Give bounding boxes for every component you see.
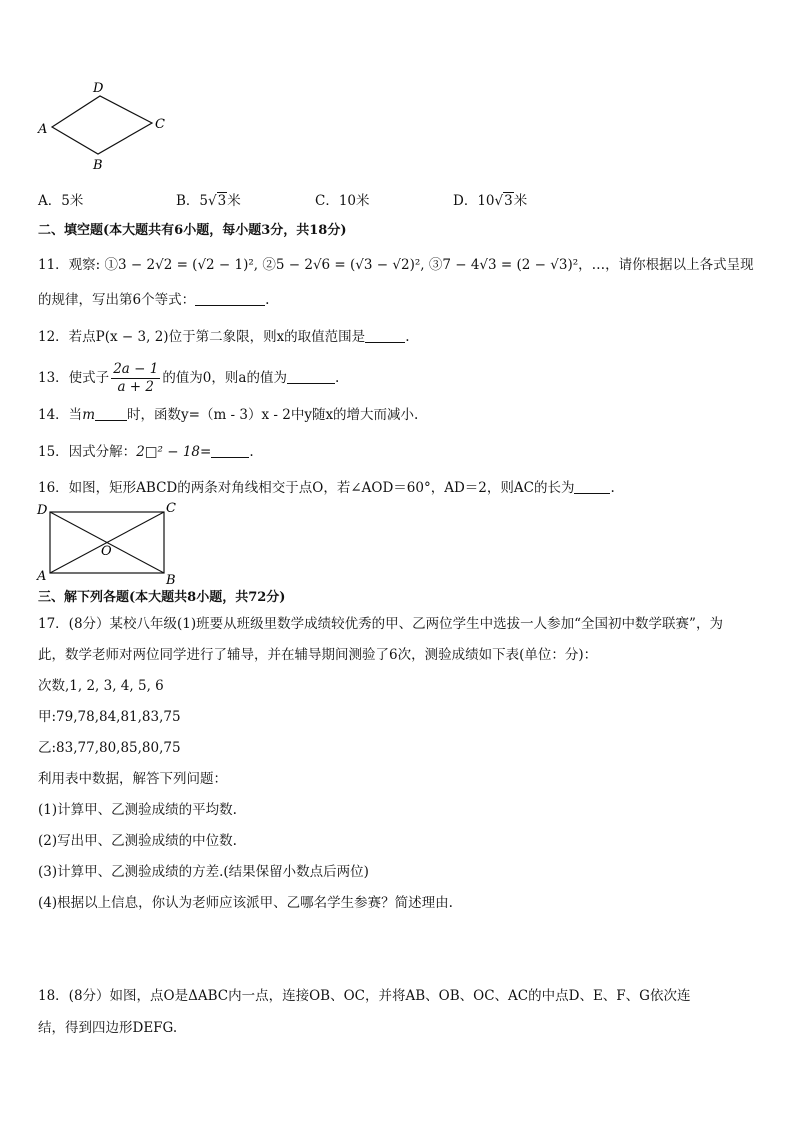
rect-label-d: D: [37, 503, 48, 518]
rect-label-a: A: [37, 569, 47, 584]
q16-line: [38, 479, 758, 497]
choice-d: D．10√3米: [453, 193, 528, 209]
rhombus-shape: [52, 96, 152, 154]
q13-end: .: [334, 370, 340, 386]
q17-intro: 利用表中数据，解答下列问题：: [38, 771, 227, 787]
q14-prompt: 14．当: [38, 407, 83, 423]
q14-variable: m: [82, 407, 95, 423]
q12-answer-blank[interactable]: [365, 328, 405, 343]
q17-part-1: (1)计算甲、乙测验成绩的平均数.: [38, 802, 237, 818]
q11-line1: 11．观察: ①3 − 2√2 = (√2 − 1)², ②5 − 2√6 = (√3 − √2)², ③7 − 4√3 = (2 − √3)²，…，请你根据以上各式呈现: [38, 257, 754, 273]
rhombus-label-d: D: [93, 81, 104, 96]
q15-end: .: [249, 444, 254, 460]
q13-denominator: a + 2: [117, 379, 155, 395]
rhombus-label-b: B: [93, 158, 103, 173]
q17-line2: 此，数学老师对两位同学进行了辅导，并在辅导期间测验了6次，测验成绩如下表(单位：分)：: [38, 647, 598, 663]
rect-label-c: C: [166, 501, 176, 516]
q17-part-2: (2)写出甲、乙测验成绩的中位数.: [38, 833, 237, 849]
rect-label-b: B: [166, 573, 176, 588]
choice-b-prefix: B．5: [176, 193, 209, 209]
q13-numerator: 2a − 1: [113, 361, 159, 377]
q18-line2: 结，得到四边形DEFG.: [38, 1020, 178, 1036]
choice-d-unit: 米: [513, 193, 528, 209]
q11-line2: [38, 291, 758, 309]
q11-end: .: [265, 292, 270, 308]
rhombus-figure: [30, 78, 180, 173]
choice-a: A．5米: [38, 193, 84, 209]
rhombus-label-a: A: [38, 122, 48, 137]
section-2-heading: 二、填空题(本大题共有6小题，每小题3分，共18分): [38, 223, 347, 238]
q14-rest: 时，函数y=（m - 3）x - 2中y随x的增大而减小.: [127, 407, 419, 423]
q14-answer-blank[interactable]: [95, 406, 127, 421]
q13-prompt: 13．使式子: [38, 370, 110, 386]
q16-end: .: [610, 480, 615, 496]
choice-b-radicand: 3: [217, 193, 227, 209]
q15-answer-blank[interactable]: [211, 443, 249, 458]
q12-line: [38, 328, 758, 346]
q17-row-times: 次数,1, 2, 3, 4, 5, 6: [38, 678, 164, 694]
q17-part-4: (4)根据以上信息，你认为老师应该派甲、乙哪名学生参赛？简述理由.: [38, 895, 453, 911]
q17-line1: 17．(8分）某校八年级(1)班要从班级里数学成绩较优秀的甲、乙两位学生中选拔一人参加“全国初中数学联赛”，为: [38, 616, 723, 632]
q13-fraction: [111, 361, 160, 396]
q12-prompt: 12．若点P(x − 3, 2)位于第二象限，则x的取值范围是: [38, 329, 366, 345]
q17-row-yi: 乙:83,77,80,85,80,75: [38, 740, 181, 756]
rect-label-o: O: [101, 544, 112, 559]
choice-d-prefix: D．10: [453, 193, 495, 209]
choice-c: C．10米: [315, 193, 370, 209]
rectangle-figure: [34, 500, 184, 588]
q13-middle: 的值为0，则a的值为: [162, 370, 287, 386]
q16-answer-blank[interactable]: [574, 479, 610, 494]
q13-line: [38, 360, 758, 400]
choice-b: B．5√3米: [176, 193, 241, 209]
q13-answer-blank[interactable]: [287, 369, 335, 384]
q15-line: [38, 443, 758, 461]
section-3-heading: 三、解下列各题(本大题共8小题，共72分): [38, 590, 286, 605]
q17-row-jia: 甲:79,78,84,81,83,75: [38, 709, 181, 725]
q11-answer-blank[interactable]: [195, 291, 265, 306]
q11-prompt: 的规律，写出第6个等式：: [38, 292, 196, 308]
choice-d-radicand: 3: [504, 193, 513, 209]
rhombus-label-c: C: [155, 117, 165, 132]
q18-line1: 18．(8分）如图，点O是ΔABC内一点，连接OB、OC，并将AB、OB、OC、AC的中点D、E、F、G依次连: [38, 988, 691, 1004]
q14-line: [38, 406, 758, 424]
q12-end: .: [405, 329, 410, 345]
choice-b-unit: 米: [227, 193, 241, 209]
q15-expression: 2□² − 18=: [136, 444, 212, 460]
q17-part-3: (3)计算甲、乙测验成绩的方差.(结果保留小数点后两位): [38, 864, 369, 880]
q16-prompt: 16．如图，矩形ABCD的两条对角线相交于点O，若∠AOD＝60°，AD＝2，则AC的长为: [38, 480, 575, 496]
q15-prompt: 15．因式分解：: [38, 444, 137, 460]
